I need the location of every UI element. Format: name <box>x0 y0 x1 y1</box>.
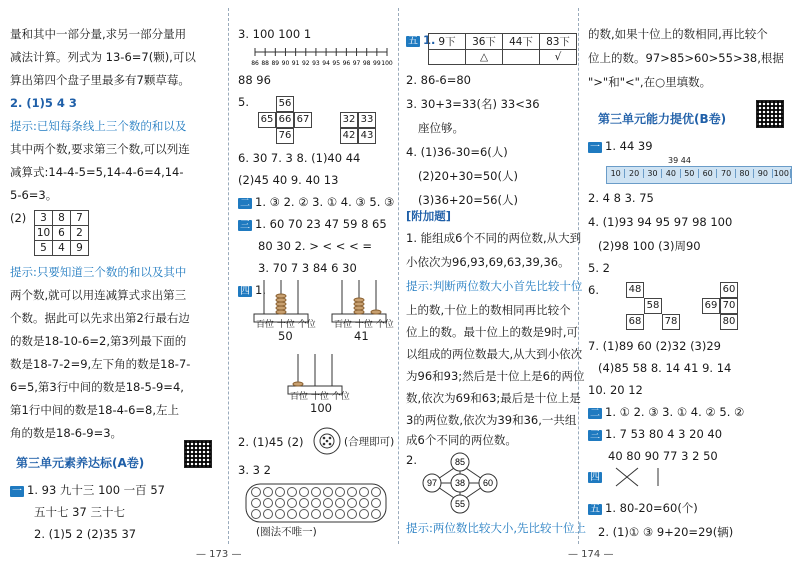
cross-cell: 65 <box>258 112 276 128</box>
tip-line: 提示:已知每条线上三个数的和以及 <box>10 119 187 133</box>
circle-node-label: 60 <box>482 478 494 488</box>
face-icon <box>324 510 333 519</box>
face-icon <box>300 499 309 508</box>
text-line: 角的数是18-6-9=3。 <box>10 426 123 440</box>
text-line: 成6个不同的两位数。 <box>406 433 517 447</box>
text-line: 3的两位数,依次为39和36,一共组 <box>406 413 577 427</box>
text-line: 减法计算。列式为 13-6=7(颗),可以 <box>10 50 196 64</box>
text-line: 其中两个数,要求第三个数,可以列连 <box>10 142 190 156</box>
ruler-tick-label: 40 <box>662 169 680 178</box>
face-icon <box>312 510 321 519</box>
face-icon <box>324 488 333 497</box>
circle-node-label: 85 <box>454 457 466 467</box>
ruler-tick-label: 100 <box>381 60 393 67</box>
answer-line: 40 80 90 77 3 2 50 <box>608 449 718 463</box>
answer-line: 4. (1)36-30=6(人) <box>406 145 508 159</box>
page-number: — 174 — <box>568 549 614 560</box>
answer-line: 10. 20 12 <box>588 383 643 397</box>
answer-line: 五十七 37 三十七 <box>34 505 125 519</box>
face-icon <box>276 488 285 497</box>
face-icon <box>372 499 381 508</box>
ruler-tick-label: 88 <box>261 60 269 67</box>
ruler-tick-label: 80 <box>736 169 754 178</box>
text-line: 位上的数。97>85>60>55>38,根据 <box>588 51 784 65</box>
answer-line: 2. (1)45 (2) <box>238 435 304 449</box>
answer-line: 6. 30 7. 3 8. (1)40 44 <box>238 151 361 165</box>
face-icon <box>360 510 369 519</box>
grid-label: (2) <box>10 211 27 225</box>
answer-line: 2. 86-6=80 <box>406 73 471 87</box>
table-cell: √ <box>540 50 577 65</box>
grid-cell: 3 <box>35 211 53 226</box>
ruler-tick-label: 70 <box>717 169 735 178</box>
text-line: 位上的数。最十位上的数是9时,可 <box>406 325 578 339</box>
text-line: 数是18-7-2=9,左下角的数是18-7- <box>10 357 191 371</box>
grid-cell: 6 <box>53 226 71 241</box>
answer-line: 五 1. 80-20=60(个) <box>590 501 698 515</box>
table-cell: △ <box>466 50 503 65</box>
circle-diagram <box>420 450 500 516</box>
section-title: 第三单元能力提优(B卷) <box>598 112 727 126</box>
face-icon <box>348 488 357 497</box>
extra-title: [附加题] <box>406 209 452 223</box>
ruler-tick-label: 92 <box>301 60 310 67</box>
face-icon <box>300 488 309 497</box>
text-line: ">"和"<",在○里填数。 <box>588 75 712 89</box>
grid-cell: 9 <box>71 241 89 256</box>
ruler-tick-label: 93 <box>312 60 320 67</box>
grid-cell: 4 <box>53 241 71 256</box>
ruler-tick-label: 98 <box>362 60 371 67</box>
answer-line: 80 30 2. > < < < = <box>258 239 373 253</box>
answer-line: 三 1. 60 70 23 47 59 8 65 <box>240 217 387 231</box>
answer-line: 二 1. ① 2. ③ 3. ① 4. ② 5. ② <box>590 405 745 419</box>
answer-line: 座位够。 <box>418 121 464 135</box>
text-line: 5-6=3。 <box>10 188 58 202</box>
tip-line: 提示:只要知道三个数的和以及其中 <box>10 265 187 279</box>
answer-line: 五 1. <box>408 33 436 47</box>
answer-line: 二 1. ③ 2. ② 3. ① 4. ③ 5. ③ <box>240 195 395 209</box>
answer-line: 小依次为96,93,69,63,39,36。 <box>406 255 570 269</box>
abacus-place-labels: 百位 十位 个位 <box>256 320 316 330</box>
abacus-value: 41 <box>354 329 369 343</box>
column-divider <box>228 8 229 544</box>
face-icon <box>348 499 357 508</box>
face-icon <box>264 510 273 519</box>
answer-line: 3. 30+3=33(名) 33<36 <box>406 97 540 111</box>
face-icon <box>312 488 321 497</box>
answer-line: 1. 能组成6个不同的两位数,从大到 <box>406 231 582 245</box>
text-line: 算出第四个盘子里最多有7颗草莓。 <box>10 73 190 87</box>
note-text: (合理即可) <box>344 436 395 448</box>
text-line: 以组成的两位数最大,从大到小依次 <box>406 347 583 361</box>
face-icon <box>348 510 357 519</box>
grid-cell: 80 <box>720 314 738 330</box>
answer-line: 2. (1)5 4 3 <box>10 96 77 110</box>
face-icon <box>300 510 309 519</box>
grid-cell: 78 <box>662 314 680 330</box>
face-icon <box>276 499 285 508</box>
ruler-mark-labels: 39 44 <box>668 156 691 165</box>
ruler-tick-label: 96 <box>342 60 351 67</box>
face-icon <box>372 488 381 497</box>
answer-line: 三 1. 7 53 80 4 3 20 40 <box>590 427 723 441</box>
grid-cell: 8 <box>53 211 71 226</box>
text-line: 两个数,就可以用连减算式求出第三 <box>10 288 187 302</box>
face-icon <box>336 488 345 497</box>
section-marker: 四 <box>590 472 600 483</box>
ruler-tick-label: 97 <box>352 60 361 67</box>
answer-line: (3)36+20=56(人) <box>418 193 518 207</box>
text-line: 的数是18-10-6=2,第3列最下面的 <box>10 334 187 348</box>
text-line: 数,依次为69和63;最后是十位上是 <box>406 391 581 405</box>
circle-node-label: 38 <box>454 478 466 488</box>
tip-line: 提示:两位数比较大小,先比较十位上 <box>406 521 587 535</box>
ruler-tick-label: 95 <box>332 60 341 67</box>
answer-line: 4. (1)93 94 95 97 98 100 <box>588 215 733 229</box>
face-icon <box>336 510 345 519</box>
number-ruler <box>251 46 393 68</box>
page-number: — 173 — <box>196 549 242 560</box>
text-line: 的数,如果十位上的数相同,再比较个 <box>588 27 768 41</box>
answer-line: 2. 4 8 3. 75 <box>588 191 654 205</box>
circled-groups-drawing <box>244 482 390 526</box>
answer-line: 3. 100 100 1 <box>238 27 312 41</box>
face-icon <box>324 499 333 508</box>
ruler-tick-label: 91 <box>291 60 300 67</box>
ruler-tick-label: 90 <box>281 60 290 67</box>
ruler-tick-label: 20 <box>625 169 643 178</box>
dot-circle-drawing <box>312 426 342 456</box>
text-line: 上的数,十位上的数相同再比较个 <box>406 303 571 317</box>
question-label: 2. <box>406 453 417 467</box>
cross-cell: 66 <box>276 112 294 128</box>
grid-cell: 69 <box>702 298 720 314</box>
text-line: 第1行中间的数是18-4-6=8,左上 <box>10 403 179 417</box>
matching-lines-drawing <box>612 466 672 488</box>
ruler-tick-label: 50 <box>681 169 699 178</box>
answer-line: 2. (1)① ③ 9+20=29(辆) <box>598 525 734 539</box>
table-cell <box>429 50 466 65</box>
square-cell: 42 <box>340 128 358 144</box>
column-divider <box>398 8 399 544</box>
grid-cell: 5 <box>35 241 53 256</box>
abacus-place-labels: 百位 十位 个位 <box>290 392 350 402</box>
ruler-tick-label: 86 <box>251 60 259 67</box>
ruler-tick-label: 89 <box>271 60 280 67</box>
face-icon <box>360 499 369 508</box>
question-label: 6. <box>588 283 599 297</box>
note-text: (圈法不唯一) <box>256 526 317 538</box>
table-cell <box>503 50 540 65</box>
square-cell: 33 <box>358 112 376 128</box>
face-icon <box>312 499 321 508</box>
abacus-value: 50 <box>278 329 293 343</box>
text-line: 为96和93;然后是十位上是6的两位 <box>406 369 585 383</box>
table-cell: 83下 <box>540 34 577 50</box>
grid-cell: 2 <box>71 226 89 241</box>
answer-line: (2)98 100 (3)周90 <box>598 239 701 253</box>
ruler-tick-label: 99 <box>373 60 381 67</box>
cross-cell: 56 <box>276 96 294 112</box>
square-cell: 43 <box>358 128 376 144</box>
cross-cell: 67 <box>294 112 312 128</box>
qr-code-icon <box>756 100 784 128</box>
face-icon <box>360 488 369 497</box>
face-icon <box>264 488 273 497</box>
abacus-place-labels: 百位 十位 个位 <box>334 320 394 330</box>
face-icon <box>276 510 285 519</box>
grid-cell: 58 <box>644 298 662 314</box>
answer-line: 7. (1)89 60 (2)32 (3)29 <box>588 339 721 353</box>
column-divider <box>578 8 579 544</box>
answer-line: (4)85 58 8. 14 41 9. 14 <box>598 361 732 375</box>
number-ruler <box>606 166 792 184</box>
text-line: 6=5,第3行中间的数是18-5-9=4, <box>10 380 184 394</box>
grid-cell: 68 <box>626 314 644 330</box>
answer-line: (2)45 40 9. 40 13 <box>238 173 339 187</box>
answer-line: 四 1. <box>240 283 266 297</box>
face-icon <box>252 510 261 519</box>
answer-line: 5. 2 <box>588 261 610 275</box>
face-icon <box>288 510 297 519</box>
tip-line: 提示:判断两位数大小首先比较十位 <box>406 279 583 293</box>
ruler-tick-label: 90 <box>754 169 772 178</box>
text-line: 量和其中一部分量,求另一部分量用 <box>10 27 187 41</box>
text-line: 减算式:14-4-5=5,14-4-6=4,14- <box>10 165 184 179</box>
answer-line: 3. 70 7 3 84 6 30 <box>258 261 357 275</box>
text-line: 个数。据此可以先求出第2行最右边 <box>10 311 190 325</box>
abacus-value: 100 <box>310 401 332 415</box>
face-icon <box>252 488 261 497</box>
answer-line: 2. (1)5 2 (2)35 37 <box>34 527 137 541</box>
circle-node-label: 55 <box>454 499 466 509</box>
table-cell: 9下 <box>429 34 466 50</box>
grid-cell: 10 <box>35 226 53 241</box>
answer-table <box>428 33 577 65</box>
grid-cell: 48 <box>626 282 644 298</box>
face-icon <box>288 499 297 508</box>
grid-cell: 60 <box>720 282 738 298</box>
face-icon <box>264 499 273 508</box>
grid-cell: 70 <box>720 298 738 314</box>
answer-line: 一 1. 93 九十三 100 一百 57 <box>12 483 165 497</box>
face-icon <box>288 488 297 497</box>
question-label: 5. <box>238 95 249 109</box>
answer-line: 88 96 <box>238 73 271 87</box>
answer-line: (2)20+30=50(人) <box>418 169 518 183</box>
ruler-tick-label: 30 <box>644 169 662 178</box>
face-icon <box>252 499 261 508</box>
square-cell: 32 <box>340 112 358 128</box>
circle-node-label: 97 <box>426 478 438 488</box>
table-cell: 36下 <box>466 34 503 50</box>
ruler-tick-label: 60 <box>699 169 717 178</box>
face-icon <box>336 499 345 508</box>
answer-line: 一 1. 44 39 <box>590 139 653 153</box>
ruler-tick-label: 10 <box>607 169 625 178</box>
ruler-tick-label: 100 <box>773 169 791 178</box>
qr-code-icon <box>184 440 212 468</box>
table-cell: 44下 <box>503 34 540 50</box>
face-icon <box>372 510 381 519</box>
grid-cell: 7 <box>71 211 89 226</box>
number-grid <box>34 210 89 256</box>
cross-cell: 76 <box>276 128 294 144</box>
answer-line: 3. 3 2 <box>238 463 271 477</box>
section-title: 第三单元素养达标(A卷) <box>16 456 145 470</box>
ruler-tick-label: 94 <box>322 60 330 67</box>
